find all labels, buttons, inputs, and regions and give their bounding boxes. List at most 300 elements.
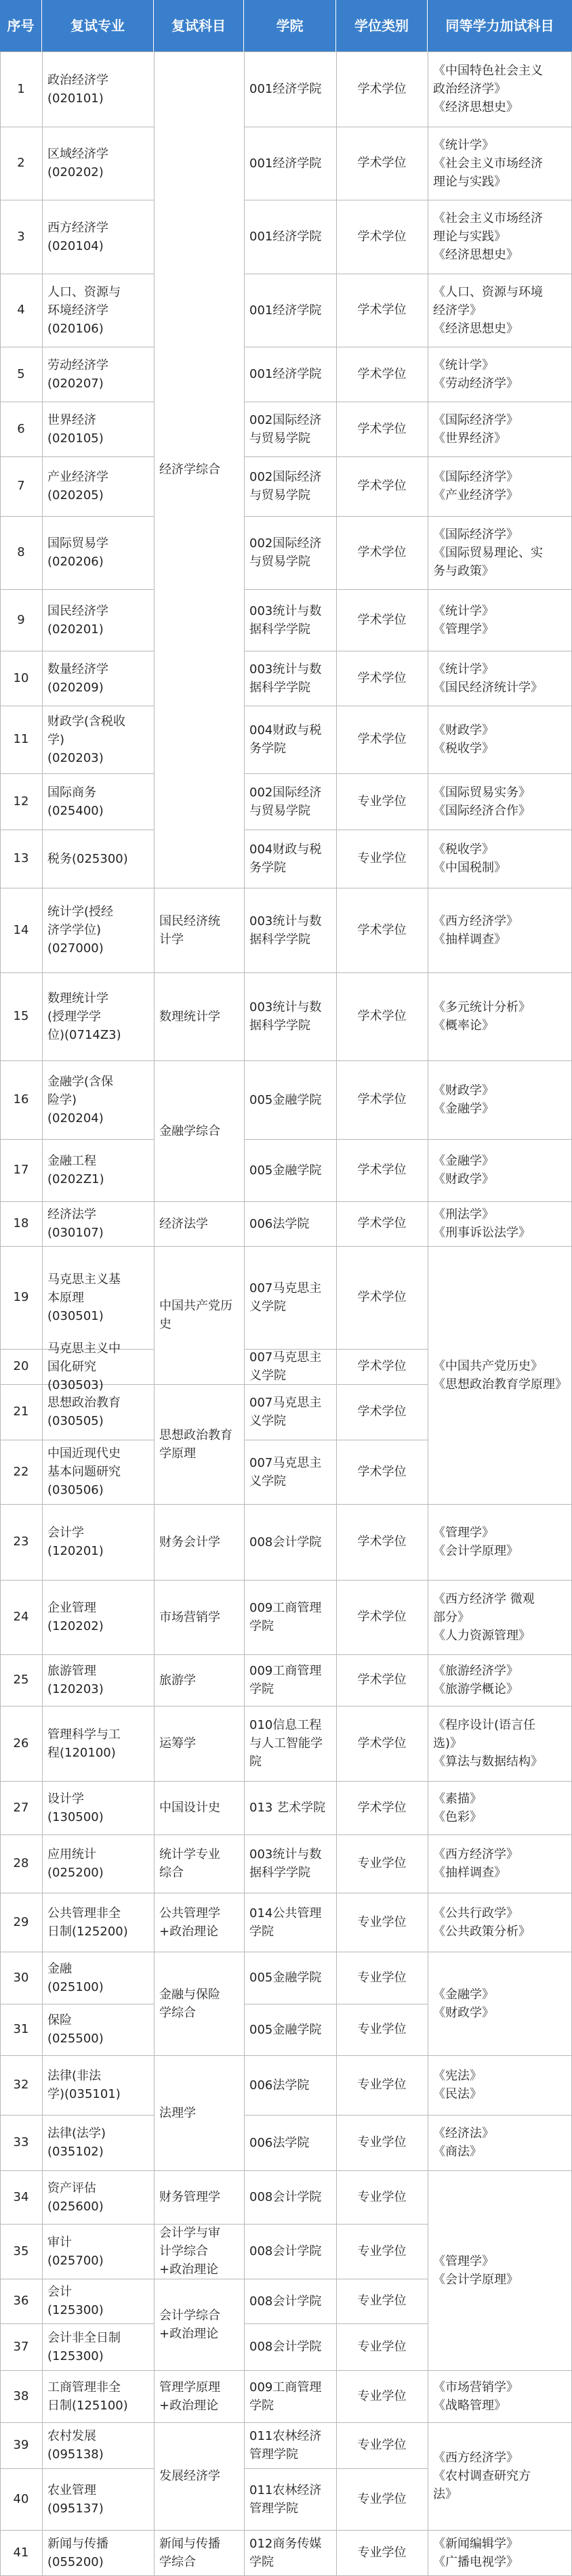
exam-subject-cell: [159, 1608, 241, 1627]
major-cell: [47, 534, 151, 571]
major-cell: [47, 903, 151, 958]
major-cell: [47, 2011, 151, 2048]
extra-subject-cell: [433, 283, 569, 338]
row-number: 32: [13, 2078, 29, 2092]
row-rule: [42, 516, 154, 517]
extra-subject-cell-line: 《西方经济学》: [433, 2451, 518, 2465]
row-number: 41: [13, 2546, 29, 2560]
school-cell-line: 义学院: [249, 1369, 286, 1383]
major-cell-line: 马克思主义基: [47, 1272, 121, 1287]
degree-type: 学术学位: [357, 303, 407, 317]
row-rule: [428, 1246, 572, 1247]
row-rule: [0, 1580, 42, 1581]
row-number: 35: [13, 2244, 29, 2258]
exam-subject-cell-line: 会计学综合: [159, 2309, 220, 2323]
major-cell-line: (125300): [47, 2303, 104, 2317]
degree-type: 学术学位: [357, 479, 407, 493]
extra-subject-cell-line: 《管理学》: [433, 622, 494, 637]
school-cell-line: 007马克思主: [249, 1396, 322, 1410]
school-cell-line: 义学院: [249, 1474, 286, 1488]
extra-subject-cell-line: 《财政学》: [433, 1083, 494, 1098]
extra-subject-cell-line: 《国际经济合作》: [433, 804, 531, 818]
degree-type: 专业学位: [357, 2438, 407, 2452]
school-cell-line: 与人工智能学: [249, 1736, 323, 1751]
school-cell: [249, 534, 333, 571]
row-rule: [42, 1246, 154, 1247]
major-cell-line: 农村发展: [47, 2429, 96, 2443]
exam-subject-cell-line: 发展经济学: [159, 2469, 220, 2483]
row-rule: [336, 2422, 428, 2423]
row-number: 27: [13, 1801, 29, 1815]
exam-subject-cell-line: 会计学与审: [159, 2226, 220, 2240]
row-rule: [42, 1504, 154, 1505]
extra-subject-cell-line: 《管理学》: [433, 2254, 494, 2269]
school-cell: [249, 912, 333, 949]
extra-subject-cell: [433, 1662, 569, 1698]
row-rule: [428, 1834, 572, 1835]
row-rule: [0, 1504, 42, 1505]
major-cell: [47, 1599, 151, 1635]
major-cell-line: 学)(035101): [47, 2087, 121, 2101]
extra-subject-cell-line: 《广播电视学》: [433, 2555, 518, 2569]
major-cell-line: (030503): [47, 1378, 104, 1392]
major-cell: [47, 2535, 151, 2571]
extra-subject-cell-line: 《公共政策分析》: [433, 1925, 531, 1939]
major-cell-line: (020203): [47, 751, 104, 765]
row-rule: [336, 456, 428, 457]
major-cell-line: (030505): [47, 1414, 104, 1428]
school-cell-line: 学院: [249, 1682, 274, 1696]
header-cell: 复试科目: [154, 0, 244, 51]
school-cell-line: 008会计学院: [249, 2244, 322, 2258]
major-cell-line: 程(120100): [47, 1746, 116, 1760]
major-cell-line: 新闻与传播: [47, 2537, 108, 2551]
row-rule: [336, 589, 428, 590]
exam-subject-cell: [159, 1533, 241, 1551]
major-cell: [47, 219, 151, 255]
major-cell-line: 管理科学与工: [47, 1727, 121, 1742]
extra-subject-cell: [433, 468, 569, 505]
row-number: 11: [13, 732, 29, 746]
row-rule: [244, 1246, 336, 1247]
degree-type: 学术学位: [357, 156, 407, 170]
row-rule: [244, 972, 336, 973]
extra-subject-cell-line: 《经济思想史》: [433, 100, 518, 114]
school-cell-line: 与贸易学院: [249, 555, 310, 569]
extra-subject-cell: [433, 1357, 569, 1394]
row-rule: [0, 1139, 42, 1140]
row-rule: [336, 2055, 428, 2056]
exam-subject-cell-line: 管理学原理: [159, 2380, 220, 2395]
extra-subject-cell-line: 《商法》: [433, 2145, 482, 2159]
row-number: 24: [13, 1610, 29, 1624]
extra-subject-cell: [433, 411, 569, 448]
exam-subject-cell: [159, 2535, 241, 2571]
major-cell-line: (120202): [47, 1619, 104, 1633]
major-cell-line: (025400): [47, 804, 104, 818]
major-cell-line: (095137): [47, 2502, 104, 2516]
school-cell: [249, 80, 333, 98]
exam-subject-cell-line: 新闻与传播: [159, 2537, 220, 2551]
row-rule: [428, 51, 572, 52]
school-cell-line: 010信息工程: [249, 1718, 322, 1732]
row-rule: [0, 456, 42, 457]
exam-subject-cell-line: 中国共产党历: [159, 1299, 232, 1313]
exam-subject-cell-line: 学综合: [159, 2006, 196, 2020]
extra-subject-cell-line: 《统计学》: [433, 358, 494, 372]
exam-subject-cell-line: 统计学专业: [159, 1847, 220, 1862]
extra-subject-cell: [433, 1985, 569, 2022]
major-cell-line: 中国近现代史: [47, 1446, 121, 1461]
school-cell: [249, 1533, 333, 1551]
extra-subject-cell: [433, 1081, 569, 1118]
major-cell-line: 区域经济学: [47, 147, 108, 161]
school-cell-line: 001经济学院: [249, 303, 322, 318]
row-number: 38: [13, 2389, 29, 2403]
row-rule: [42, 1139, 154, 1140]
row-rule: [244, 456, 336, 457]
row-rule: [0, 972, 42, 973]
major-cell-line: (020209): [47, 681, 104, 695]
extra-subject-cell-line: 部分》: [433, 1610, 470, 1625]
row-number: 20: [13, 1359, 29, 1373]
row-rule: [0, 1349, 42, 1350]
row-rule: [42, 2170, 154, 2171]
extra-subject-cell-line: 《思想政治教育学原理》: [433, 1377, 567, 1392]
school-cell: [249, 2427, 333, 2464]
major-cell: [47, 2481, 151, 2518]
exam-subject-cell-line: 数理统计学: [159, 1010, 220, 1024]
major-cell: [47, 1960, 151, 1996]
extra-subject-cell: [433, 209, 569, 264]
exam-subject-cell-line: 思想政治教育: [159, 1428, 232, 1442]
row-rule: [336, 1781, 428, 1782]
row-number: 6: [17, 422, 25, 436]
row-rule: [336, 1384, 428, 1385]
extra-subject-cell-line: 《金融学》: [433, 1102, 494, 1116]
row-rule: [154, 2055, 244, 2056]
row-rule: [42, 2224, 154, 2225]
school-cell-line: 务学院: [249, 861, 286, 875]
major-cell-line: 本原理: [47, 1291, 84, 1305]
row-rule: [336, 2170, 428, 2171]
major-cell-line: (030107): [47, 1226, 104, 1240]
row-rule: [0, 2224, 42, 2225]
extra-subject-cell: [433, 2449, 569, 2504]
column-rule: [154, 51, 155, 2576]
row-rule: [244, 2530, 336, 2531]
row-number: 37: [13, 2340, 29, 2354]
row-number: 18: [13, 1216, 29, 1230]
row-rule: [244, 51, 336, 52]
degree-type: 学术学位: [357, 1163, 407, 1177]
row-rule: [0, 1781, 42, 1782]
school-cell-line: 学院: [249, 2399, 274, 2413]
school-cell: [249, 1599, 333, 1635]
school-cell-line: 012商务传媒: [249, 2537, 322, 2551]
school-cell: [249, 2292, 333, 2311]
exam-subject-cell: [159, 1734, 241, 1753]
major-cell: [47, 2067, 151, 2103]
extra-subject-cell-line: 《旅游学概论》: [433, 1682, 518, 1696]
school-cell-line: 006法学院: [249, 2078, 310, 2092]
extra-subject-cell-line: 《新闻编辑学》: [433, 2537, 518, 2551]
major-cell-line: 数理统计学: [47, 991, 108, 1006]
row-rule: [428, 2530, 572, 2531]
major-cell-line: 马克思主义中: [47, 1341, 121, 1356]
extra-subject-cell: [433, 2124, 569, 2161]
row-rule: [336, 2224, 428, 2225]
degree-type: 专业学位: [357, 2492, 407, 2506]
row-rule: [336, 2530, 428, 2531]
row-rule: [428, 1654, 572, 1655]
extra-subject-cell-line: 《财政学》: [433, 1172, 494, 1186]
exam-subject-cell: [159, 1426, 241, 1463]
row-number: 29: [13, 1915, 29, 1929]
school-cell: [249, 2338, 333, 2356]
row-rule: [154, 1384, 244, 1385]
major-cell-line: 税务(025300): [47, 852, 128, 866]
major-cell-line: 农业管理: [47, 2483, 96, 2497]
major-cell-line: 财政学(含税收: [47, 714, 126, 729]
extra-subject-cell-line: 《多元统计分析》: [433, 1000, 531, 1014]
major-cell-line: (027000): [47, 941, 104, 956]
exam-subject-cell-line: 旅游学: [159, 1673, 196, 1688]
extra-subject-cell-line: 《管理学》: [433, 1526, 494, 1540]
major-cell: [47, 2329, 151, 2365]
extra-subject-cell-line: 《西方经济学》: [433, 914, 518, 928]
row-rule: [244, 1580, 336, 1581]
major-cell-line: 审计: [47, 2235, 72, 2250]
school-cell-line: 008会计学院: [249, 2190, 322, 2204]
school-cell-line: 与贸易学院: [249, 804, 310, 818]
major-cell-line: 劳动经济学: [47, 358, 108, 372]
degree-type: 学术学位: [357, 1465, 407, 1479]
exam-subject-cell-line: 公共管理学: [159, 1906, 220, 1920]
major-cell-line: 济学学位): [47, 923, 102, 937]
school-cell-line: 005金融学院: [249, 1971, 322, 1985]
major-cell-line: 应用统计: [47, 1847, 96, 1862]
school-cell: [249, 1969, 333, 1987]
row-rule: [42, 1201, 154, 1202]
major-cell: [47, 145, 151, 181]
extra-subject-cell-line: 《算法与数据结构》: [433, 1755, 543, 1769]
row-number: 9: [17, 613, 25, 627]
row-rule: [244, 2370, 336, 2371]
row-rule: [336, 1834, 428, 1835]
extra-subject-cell-line: 《农村调查研究方: [433, 2469, 531, 2483]
exam-subject-cell-line: 金融与保险: [159, 1988, 220, 2002]
exam-subject-cell-line: 计学: [159, 932, 184, 947]
row-rule: [428, 1201, 572, 1202]
row-rule: [154, 1781, 244, 1782]
school-cell: [249, 228, 333, 246]
major-cell-line: 国化研究: [47, 1360, 96, 1374]
extra-subject-cell-line: 《财政学》: [433, 723, 494, 737]
major-cell: [47, 1845, 151, 1882]
row-rule: [336, 1504, 428, 1505]
school-cell: [249, 154, 333, 173]
row-rule: [336, 1139, 428, 1140]
major-cell-line: 会计学: [47, 1526, 84, 1540]
row-rule: [428, 456, 572, 457]
school-cell: [249, 1454, 333, 1490]
exam-subject-cell: [159, 460, 241, 479]
major-cell-line: 国民经济学: [47, 604, 108, 618]
row-rule: [336, 2115, 428, 2116]
extra-subject-cell-line: 《程序设计(语言任: [433, 1718, 536, 1732]
row-rule: [336, 1349, 428, 1350]
extra-subject-cell-line: 《国际经济学》: [433, 413, 518, 427]
extra-subject-cell-line: 《刑事诉讼法学》: [433, 1226, 531, 1240]
row-rule: [244, 773, 336, 774]
school-cell-line: 008会计学院: [249, 2340, 322, 2354]
extra-subject-cell-line: 《概率论》: [433, 1018, 494, 1033]
exam-subject-cell-line: 中国设计史: [159, 1801, 220, 1815]
row-rule: [154, 1504, 244, 1505]
exam-subject-cell: [159, 2467, 241, 2485]
school-cell: [249, 998, 333, 1035]
extra-subject-cell-line: 政治经济学》: [433, 82, 506, 96]
row-rule: [244, 2170, 336, 2171]
exam-subject-cell: [159, 1671, 241, 1690]
row-rule: [0, 1834, 42, 1835]
school-cell-line: 008会计学院: [249, 2294, 322, 2309]
major-cell-line: (020207): [47, 377, 104, 391]
major-cell-line: (025200): [47, 1866, 104, 1880]
school-cell-line: 004财政与税: [249, 723, 322, 737]
degree-type: 学术学位: [357, 1736, 407, 1751]
extra-subject-cell: [433, 2252, 569, 2289]
school-cell-line: 003统计与数: [249, 662, 322, 677]
row-rule: [244, 1834, 336, 1835]
major-cell: [47, 850, 151, 868]
major-cell-line: (授理学学: [47, 1010, 102, 1024]
major-cell-line: 位)(0714Z3): [47, 1028, 121, 1042]
row-number: 39: [13, 2438, 29, 2452]
school-cell: [249, 1161, 333, 1180]
row-rule: [336, 2468, 428, 2469]
major-cell-line: (125300): [47, 2349, 104, 2363]
extra-subject-cell: [433, 356, 569, 393]
row-number: 5: [17, 367, 25, 381]
major-cell: [47, 1662, 151, 1698]
degree-type: 学术学位: [357, 1009, 407, 1023]
exam-subject-cell-line: +政治理论: [159, 1925, 219, 1939]
school-cell: [249, 721, 333, 758]
major-cell-line: (025500): [47, 2032, 104, 2046]
school-cell-line: 007马克思主: [249, 1281, 322, 1295]
extra-subject-cell: [433, 62, 569, 116]
school-cell: [249, 602, 333, 639]
school-cell: [249, 660, 333, 697]
row-rule: [244, 2422, 336, 2423]
extra-subject-cell: [433, 721, 569, 758]
major-cell-line: (130500): [47, 1810, 104, 1824]
exam-subject-cell: [159, 2306, 241, 2343]
row-rule: [428, 2170, 572, 2171]
major-cell-line: (0202Z1): [47, 1172, 104, 1186]
school-cell-line: 据科学学院: [249, 1018, 310, 1033]
extra-subject-cell-line: 《中国共产党历史》: [433, 1359, 543, 1373]
row-number: 3: [17, 230, 25, 244]
row-rule: [0, 2055, 42, 2056]
school-cell-line: 011农林经济: [249, 2483, 322, 2497]
degree-type: 学术学位: [357, 367, 407, 381]
row-rule: [0, 516, 42, 517]
row-rule: [42, 1834, 154, 1835]
extra-subject-cell-line: 《人口、资源与环境: [433, 285, 543, 299]
school-cell-line: 003统计与数: [249, 1847, 322, 1862]
degree-type: 专业学位: [357, 2294, 407, 2308]
extra-subject-cell: [433, 1904, 569, 1941]
school-cell-line: 据科学学院: [249, 1866, 310, 1880]
extra-subject-cell-line: 《战略管理》: [433, 2399, 506, 2413]
extra-subject-cell-line: 《国际贸易实务》: [433, 786, 531, 800]
school-cell-line: 001经济学院: [249, 230, 322, 244]
school-cell-line: 务学院: [249, 742, 286, 756]
degree-type: 学术学位: [357, 422, 407, 436]
row-rule: [0, 1246, 42, 1247]
row-rule: [336, 1580, 428, 1581]
row-number: 31: [13, 2022, 29, 2036]
extra-subject-cell-line: 《会计学原理》: [433, 2273, 518, 2287]
extra-subject-cell-line: 《西方经济学》: [433, 1847, 518, 1862]
row-rule: [0, 1060, 42, 1061]
school-cell: [249, 2188, 333, 2206]
school-cell-line: 学院: [249, 2555, 274, 2569]
exam-subject-cell-line: 市场营销学: [159, 1610, 220, 1625]
row-rule: [244, 2323, 336, 2324]
school-cell: [249, 2378, 333, 2415]
row-rule: [244, 2468, 336, 2469]
row-rule: [428, 2115, 572, 2116]
header-cell: 同等学力加试科目: [428, 0, 572, 51]
major-cell: [47, 1073, 151, 1128]
major-cell-line: (035102): [47, 2145, 104, 2159]
major-cell-line: (020206): [47, 555, 104, 569]
exam-subject-cell-line: 史: [159, 1317, 171, 1331]
major-cell: [47, 2124, 151, 2161]
row-number: 15: [13, 1009, 29, 1023]
row-rule: [42, 1654, 154, 1655]
major-cell-line: 会计非全日制: [47, 2331, 121, 2345]
row-rule: [154, 1246, 244, 1247]
major-cell: [47, 1725, 151, 1762]
exam-subject-cell-line: 计学综合: [159, 2244, 208, 2258]
extra-subject-cell: [433, 912, 569, 949]
major-cell-line: 金融工程: [47, 1154, 96, 1168]
major-cell-line: 旅游管理: [47, 1664, 96, 1678]
extra-subject-cell-line: 《中国特色社会主义: [433, 64, 543, 78]
school-cell: [249, 2481, 333, 2518]
major-cell-line: 法律(非法: [47, 2069, 102, 2083]
school-cell-line: 011农林经济: [249, 2429, 322, 2443]
school-cell: [249, 301, 333, 320]
extra-subject-cell: [433, 2378, 569, 2415]
row-rule: [244, 1504, 336, 1505]
row-rule: [428, 2055, 572, 2056]
school-cell: [249, 1091, 333, 1109]
degree-type: 学术学位: [357, 1801, 407, 1815]
row-rule: [428, 1504, 572, 1505]
exam-subject-cell: [159, 2224, 241, 2279]
major-cell: [47, 1394, 151, 1430]
degree-type: 学术学位: [357, 230, 407, 244]
row-rule: [154, 2370, 244, 2371]
row-rule: [428, 1580, 572, 1581]
major-cell-line: (025100): [47, 1980, 104, 1994]
